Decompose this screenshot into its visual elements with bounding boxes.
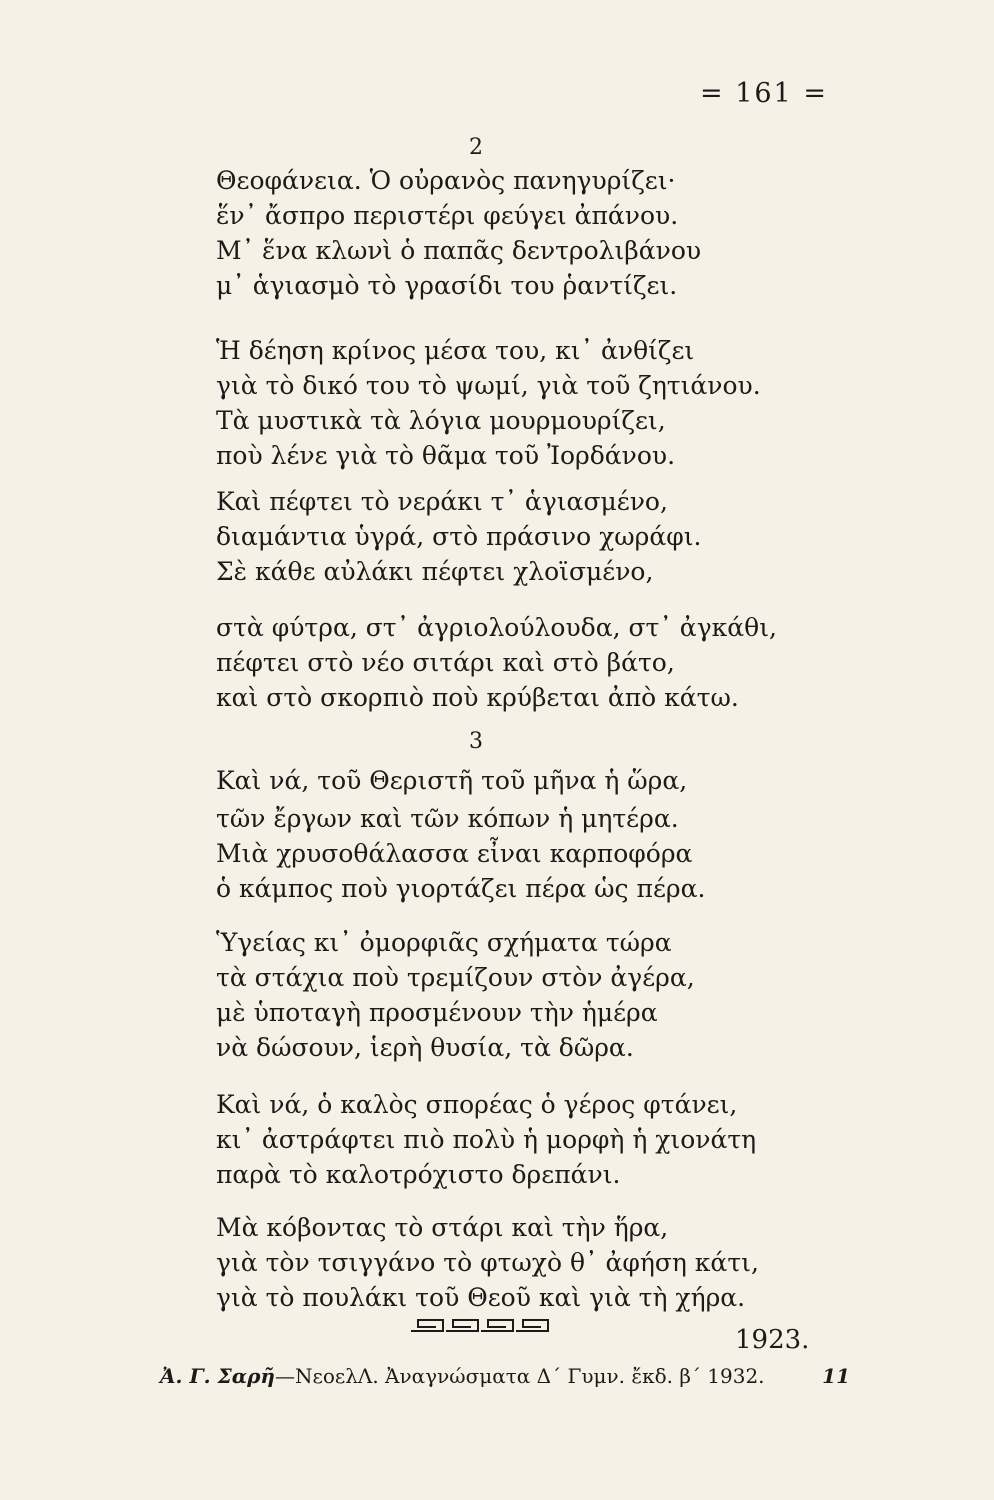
poem-line: νὰ δώσουν, ἱερὴ θυσία, τὰ δῶρα. <box>216 1033 634 1062</box>
poem-line: μ᾽ ἁγιασμὸ τὸ γρασίδι του ῥαντίζει. <box>216 271 678 300</box>
poem-line: ποὺ λένε γιὰ τὸ θᾶμα τοῦ Ἰορδάνου. <box>216 441 676 470</box>
poem-line: μὲ ὑποταγὴ προσμένουν τὴν ἡμέρα <box>216 998 658 1027</box>
poem-line: Θεοφάνεια. Ὁ οὐρανὸς πανηγυρίζει· <box>216 166 676 195</box>
poem-line: Καὶ νά, τοῦ Θεριστῆ τοῦ μῆνα ἡ ὥρα, <box>216 766 688 795</box>
poem-line: καὶ στὸ σκορπιὸ ποὺ κρύβεται ἀπὸ κάτω. <box>216 683 739 712</box>
poem-line: στὰ φύτρα, στ᾽ ἀγριολούλουδα, στ᾽ ἀγκάθι, <box>216 613 777 642</box>
poem-line: Καὶ πέφτει τὸ νεράκι τ᾽ ἁγιασμένο, <box>216 487 668 516</box>
poem-line: διαμάντια ὑγρά, στὸ πράσινο χωράφι. <box>216 522 702 551</box>
footer-source: —ΝεοελΛ. Ἀναγνώσματα Δ΄ Γυμν. ἔκδ. β΄ 1932. <box>274 1364 765 1388</box>
poem-line: ἕν᾽ ἄσπρο περιστέρι φεύγει ἀπάνου. <box>216 201 679 230</box>
poem-line: γιὰ τὸν τσιγγάνο τὸ φτωχὸ θ᾽ ἀφήση κάτι, <box>216 1248 759 1277</box>
poem-line: Ἡ δέηση κρίνος μέσα του, κι᾽ ἀνθίζει <box>216 336 695 365</box>
poem-line: Καὶ νά, ὁ καλὸς σπορέας ὁ γέρος φτάνει, <box>216 1090 738 1119</box>
poem-line: Σὲ κάθε αὐλάκι πέφτει χλοϊσμένο, <box>216 557 654 586</box>
poem-line: παρὰ τὸ καλοτρόχιστο δρεπάνι. <box>216 1160 621 1189</box>
poem-line: Μὰ κόβοντας τὸ στάρι καὶ τὴν ἥρα, <box>216 1213 669 1242</box>
poem-line: γιὰ τὸ δικό του τὸ ψωμί, γιὰ τοῦ ζητιάνου. <box>216 371 761 400</box>
poem-line: Ὑγείας κι᾽ ὀμορφιᾶς σχήματα τώρα <box>216 928 672 957</box>
page-number: = 161 = <box>700 78 828 109</box>
poem-line: Τὰ μυστικὰ τὰ λόγια μουρμουρίζει, <box>216 406 666 435</box>
greek-key-ornament <box>410 1318 552 1332</box>
poem-line: ὁ κάμπος ποὺ γιορτάζει πέρα ὡς πέρα. <box>216 874 706 903</box>
poem-line: Μ᾽ ἕνα κλωνὶ ὁ παπᾶς δεντρολιβάνου <box>216 236 702 265</box>
poem-line: Μιὰ χρυσοθάλασσα εἶναι καρποφόρα <box>216 839 693 868</box>
poem-line: κι᾽ ἀστράφτει πιὸ πολὺ ἡ μορφὴ ἡ χιονάτη <box>216 1125 757 1154</box>
section-number: 2 <box>469 135 483 160</box>
section-number: 3 <box>469 729 483 754</box>
footer-signature: 11 <box>822 1364 850 1388</box>
poem-line: πέφτει στὸ νέο σιτάρι καὶ στὸ βάτο, <box>216 648 675 677</box>
year: 1923. <box>735 1325 810 1355</box>
poem-line: τῶν ἔργων καὶ τῶν κόπων ἡ μητέρα. <box>216 804 679 833</box>
poem-line: τὰ στάχια ποὺ τρεμίζουν στὸν ἀγέρα, <box>216 963 695 992</box>
footer-author: Ἀ. Γ. Σαρῆ <box>160 1364 275 1388</box>
footer <box>160 1364 850 1388</box>
poem-line: γιὰ τὸ πουλάκι τοῦ Θεοῦ καὶ γιὰ τὴ χήρα. <box>216 1283 746 1312</box>
